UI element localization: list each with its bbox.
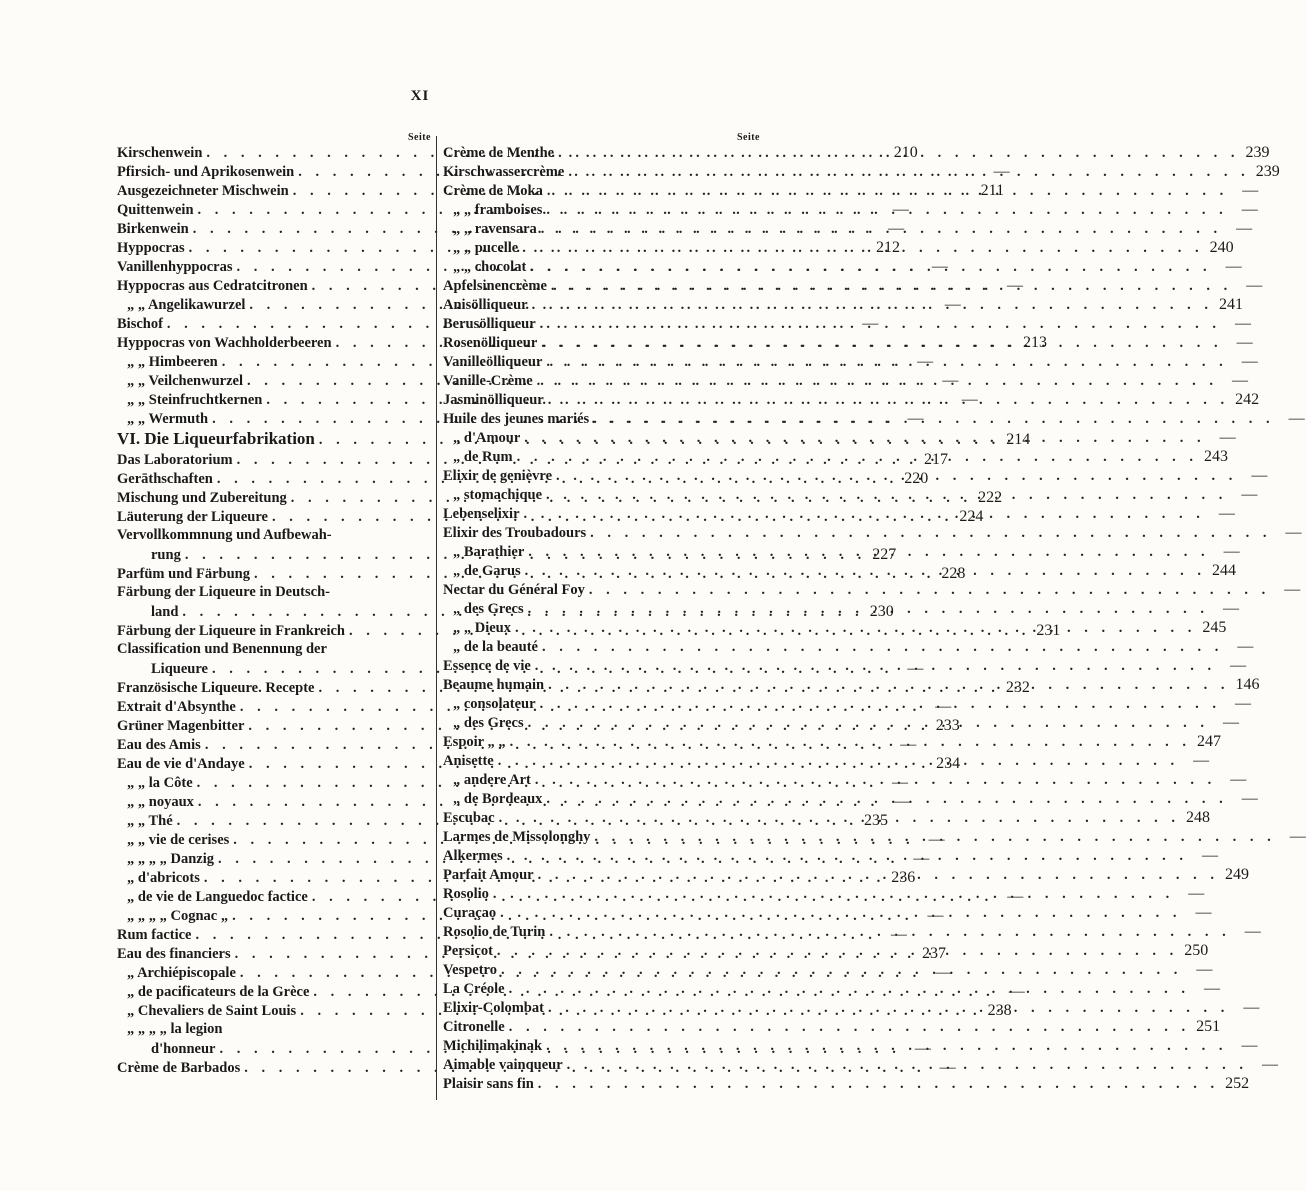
toc-entry [443, 922, 1261, 941]
entry-page: 245 [1202, 619, 1227, 636]
entry-page: — [1234, 695, 1251, 712]
entry-page: — [1219, 429, 1236, 446]
entry-title: Classification und Benennung der [117, 641, 327, 657]
entry-page: 211 [980, 182, 1005, 199]
entry-title: „ „ noyaux [127, 794, 194, 810]
dot-leader [586, 524, 1271, 543]
seite-label: Seite [736, 132, 760, 143]
entry-page: — [1241, 353, 1258, 370]
entry-page: — [1288, 410, 1305, 427]
toc-entry [443, 162, 1280, 181]
dot-leader [542, 201, 1227, 220]
entry-title: „ Chevaliers de Saint Louis [127, 1003, 297, 1019]
dot-leader [537, 220, 1222, 239]
entry-page: 213 [1022, 334, 1047, 351]
entry-page: — [942, 372, 959, 389]
entry-title: „ de vie de Languedoc factice [127, 889, 308, 905]
toc-entry [443, 276, 1263, 295]
entry-title: „ „ „ „ Danzig [127, 851, 214, 867]
toc-entry [443, 371, 1249, 390]
entry-page: — [907, 660, 924, 677]
entry-page: 239 [1255, 163, 1280, 180]
entry-page: — [1241, 1037, 1258, 1054]
dot-leader [534, 866, 1219, 885]
entry-page: — [1251, 467, 1268, 484]
entry-page: — [913, 850, 930, 867]
entry-title: Färbung der Liqueure in Frankreich [117, 623, 345, 639]
entry-page: 214 [1006, 431, 1031, 448]
entry-page: — [907, 410, 924, 427]
entry-title: Quittenwein [117, 202, 194, 218]
entry-page: 217 [923, 451, 948, 468]
entry-title: Eau des financiers [117, 946, 231, 962]
entry-title: Rum factice [117, 927, 192, 943]
toc-entry [443, 637, 1254, 656]
entry-page: — [1203, 980, 1220, 997]
dot-leader [536, 315, 1221, 334]
entry-title: „ andere Art [453, 772, 531, 788]
dot-leader [542, 790, 1227, 809]
entry-title: Espoir „ „ [443, 734, 506, 750]
entry-title: Grüner Magenbitter [117, 718, 245, 734]
dot-leader [543, 182, 1228, 201]
entry-title: Hyppocras aus Cedratcitronen [117, 278, 308, 294]
entry-title: Das Laboratorium [117, 452, 233, 468]
toc-entry [443, 694, 1251, 713]
entry-title: Rosenölliqueur [443, 335, 538, 351]
entry-title: „ „ Himbeeren [127, 354, 218, 370]
entry-title: „ „ Dieux [453, 620, 511, 636]
entry-title: Pfirsich- und Aprikosenwein [117, 164, 295, 180]
entry-page: — [1008, 983, 1025, 1000]
entry-title: Rosolio de Turin [443, 924, 546, 940]
dot-leader [506, 733, 1191, 752]
dot-leader [531, 657, 1216, 676]
entry-title: Curaçao [443, 905, 497, 921]
entry-title: „ de Bordeaux [453, 791, 543, 807]
entry-title: Alkermes [443, 848, 503, 864]
entry-page: — [1246, 277, 1263, 294]
entry-title: „ de pacificateurs de la Grèce [127, 984, 310, 1000]
entry-title: Extrait d'Absynthe [117, 699, 236, 715]
entry-title: d'honneur [151, 1041, 216, 1057]
toc-entry [443, 960, 1213, 979]
entry-title: „ stomachique [453, 487, 543, 503]
dot-leader [493, 942, 1178, 961]
toc-entry [443, 827, 1306, 846]
entry-title: Lebenselixir [443, 506, 520, 522]
entry-title: „ „ la Côte [127, 775, 193, 791]
entry-page: — [1244, 923, 1261, 940]
entry-title: „ de Rum [453, 449, 513, 465]
entry-page: — [1236, 334, 1253, 351]
entry-page: 242 [1235, 391, 1260, 408]
entry-title: Crème de Moka [443, 183, 543, 199]
entry-title: Anisette [443, 753, 494, 769]
entry-title: Vervollkommnung und Aufbewah- [117, 527, 332, 543]
toc-entry [443, 656, 1247, 675]
entry-title: rung [151, 547, 181, 563]
entry-page: — [1243, 999, 1260, 1016]
entry-title: „ „ pucelle [453, 240, 519, 256]
entry-page: — [928, 831, 945, 848]
dot-leader [497, 961, 1182, 980]
entry-title: Vanilleölliqueur [443, 354, 543, 370]
entry-title: Eau de vie d'Andaye [117, 756, 245, 772]
entry-page: — [1195, 904, 1212, 921]
entry-page: — [927, 907, 944, 924]
entry-title: VI. Die Liqueurfabrikation [117, 429, 315, 448]
entry-page: 244 [1212, 562, 1237, 579]
entry-title: Birkenwein [117, 221, 189, 237]
entry-title: Elixir de genièvre [443, 468, 553, 484]
entry-title: „ Archiépiscopale [127, 965, 236, 981]
entry-title: Vespetro [443, 962, 497, 978]
entry-page: 241 [1218, 296, 1243, 313]
dot-leader [524, 714, 1209, 733]
dot-leader [511, 619, 1196, 638]
toc-entry [443, 846, 1218, 865]
entry-page: — [862, 315, 879, 332]
dot-leader [564, 163, 1249, 182]
entry-page: 228 [941, 565, 966, 582]
entry-page: 146 [1235, 676, 1260, 693]
entry-title: Apfelsinencrème [443, 278, 547, 294]
entry-page: — [1223, 543, 1240, 560]
toc-entry [443, 257, 1242, 276]
entry-title: Plaisir sans fin [443, 1076, 534, 1092]
dot-leader [544, 391, 1229, 410]
toc-entry [443, 352, 1258, 371]
entry-page: — [1225, 258, 1242, 275]
entry-title: Larmes de Missolonghy [443, 829, 591, 845]
entry-page: — [1241, 486, 1258, 503]
entry-title: Gerāthschaften [117, 471, 213, 487]
toc-entry [443, 219, 1253, 238]
entry-page: 252 [1225, 1075, 1250, 1092]
entry-page: — [1230, 771, 1247, 788]
entry-page: — [893, 793, 910, 810]
dot-leader [505, 980, 1190, 999]
toc-entry [443, 732, 1221, 751]
dot-leader [534, 1075, 1219, 1094]
entry-page: — [1235, 315, 1252, 332]
entry-title: Beaume humain [443, 677, 545, 693]
entry-page: 231 [1036, 622, 1061, 639]
entry-page: — [1242, 182, 1259, 199]
entry-title: Citronelle [443, 1019, 505, 1035]
entry-page: — [917, 353, 934, 370]
entry-title: „ „ chocolat [453, 259, 527, 275]
entry-title: „ „ „ „ Cognac „ [127, 908, 229, 924]
toc-entry [443, 580, 1301, 599]
entry-title: Escubac [443, 810, 495, 826]
entry-page: — [1007, 277, 1024, 294]
dot-leader [538, 638, 1223, 657]
entry-title: Läuterung der Liqueure [117, 509, 268, 525]
entry-page: — [961, 391, 978, 408]
entry-page: 210 [893, 144, 918, 161]
entry-title: Anisölliqueur [443, 297, 528, 313]
entry-title: Aimable vainqueur [443, 1057, 563, 1073]
dot-leader [524, 543, 1209, 562]
dot-leader [547, 277, 1232, 296]
toc-entry [443, 770, 1247, 789]
entry-page: — [1284, 581, 1301, 598]
entry-title: Parfait Amour [443, 867, 534, 883]
entry-page: 250 [1184, 942, 1209, 959]
entry-title: Persicot [443, 943, 493, 959]
entry-page: — [1193, 752, 1210, 769]
toc-entry [443, 789, 1258, 808]
entry-page: 243 [1204, 448, 1228, 465]
entry-title: Hyppocras [117, 240, 185, 256]
entry-title: La Créole [443, 981, 505, 997]
entry-title: „ „ vie de cerises [127, 832, 230, 848]
entry-page: — [1201, 847, 1218, 864]
dot-leader [494, 752, 1179, 771]
entry-page: 239 [1245, 144, 1270, 161]
entry-title: „ „ „ „ la legion [127, 1021, 223, 1037]
dot-leader [542, 353, 1227, 372]
entry-page: — [939, 1059, 956, 1076]
dot-leader [503, 847, 1188, 866]
dot-leader [496, 904, 1181, 923]
dot-leader [520, 429, 1205, 448]
toc-entry [443, 1017, 1221, 1036]
toc-entry [443, 523, 1302, 542]
dot-leader [521, 562, 1206, 581]
entry-title: Eau des Amis [117, 737, 201, 753]
entry-page: — [1196, 961, 1213, 978]
entry-page: 238 [987, 1002, 1012, 1019]
entry-title: Vanillenhyppocras [117, 259, 233, 275]
toc-entry [443, 903, 1212, 922]
entry-title: Kirschwassercrème [443, 164, 565, 180]
entry-page: — [1007, 888, 1024, 905]
entry-title: „ „ Veilchenwurzel [127, 373, 243, 389]
entry-title: Parfüm und Färbung [117, 566, 250, 582]
entry-page: 232 [1005, 679, 1030, 696]
dot-leader [505, 1018, 1190, 1037]
page-number: XI [410, 88, 430, 104]
entry-title: „ „ Angelikawurzel [127, 297, 246, 313]
entry-page: 222 [978, 489, 1003, 506]
toc-entry [117, 640, 431, 659]
dot-leader [489, 885, 1174, 904]
entry-page: — [944, 296, 961, 313]
entry-title: Rosolio [443, 886, 489, 902]
entry-title: „ de Garus [453, 563, 521, 579]
dot-leader [520, 505, 1205, 524]
toc-entry [443, 295, 1243, 314]
entry-page: 220 [904, 470, 929, 487]
entry-title: Mischung und Zubereitung [117, 490, 287, 506]
toc-entry [443, 409, 1305, 428]
entry-title: „ „ framboises [453, 202, 543, 218]
seite-label: Seite [407, 132, 431, 143]
entry-title: Französische Liqueure. Recepte [117, 680, 315, 696]
entry-page: — [888, 220, 905, 237]
entry-page: 237 [921, 945, 946, 962]
entry-page: 224 [959, 508, 984, 525]
dot-leader [563, 1056, 1248, 1075]
dot-leader [544, 999, 1229, 1018]
toc-entry [117, 583, 431, 602]
entry-title: Jasminölliqueur [443, 392, 544, 408]
entry-title: Elixir des Troubadours [443, 525, 587, 541]
dot-leader [526, 258, 1211, 277]
dot-leader [589, 410, 1274, 429]
entry-title: Liqueure [151, 661, 208, 677]
entry-page: — [1223, 600, 1239, 617]
dot-leader [554, 144, 1239, 163]
toc-entry [443, 200, 1258, 219]
dot-leader [528, 296, 1213, 315]
entry-page: 248 [1185, 809, 1210, 826]
entry-page: 233 [935, 717, 960, 734]
entry-page: — [890, 926, 907, 943]
entry-page: 251 [1196, 1018, 1221, 1035]
toc-entry [443, 1036, 1258, 1055]
entry-title: „ „ ravensara [453, 221, 537, 237]
entry-page: 247 [1196, 733, 1221, 750]
entry-page: 212 [876, 239, 901, 256]
entry-page: — [1218, 505, 1235, 522]
dot-leader [513, 448, 1198, 467]
entry-title: „ „ Steinfruchtkernen [127, 392, 263, 408]
dot-leader [533, 372, 1218, 391]
entry-page: — [1188, 885, 1205, 902]
entry-page: — [914, 1040, 931, 1057]
entry-page: — [892, 201, 909, 218]
dot-leader [537, 334, 1222, 353]
entry-title: Crème de Barbados [117, 1060, 241, 1076]
toc-entry [117, 1020, 431, 1039]
entry-title: Ausgezeichneter Mischwein [117, 183, 289, 199]
dot-leader [590, 828, 1275, 847]
entry-page: — [935, 964, 952, 981]
entry-page: — [1236, 220, 1253, 237]
entry-page: — [1241, 790, 1258, 807]
entry-title: Essence de vie [443, 658, 531, 674]
toc-entry [117, 526, 431, 545]
entry-page: — [1262, 1056, 1279, 1073]
entry-title: Hyppocras von Wachholderbeeren [117, 335, 332, 351]
entry-page: 234 [936, 755, 961, 772]
dot-leader [585, 581, 1270, 600]
dot-leader [542, 486, 1227, 505]
entry-title: „ d'Amour [453, 430, 521, 446]
entry-title: Elixir-Colombat [443, 1000, 544, 1016]
entry-title: Michilimakinak [443, 1038, 543, 1054]
entry-page: 227 [872, 546, 897, 563]
dot-leader [536, 695, 1221, 714]
entry-title: land [151, 604, 179, 620]
dot-leader [544, 676, 1229, 695]
entry-title: „ „ Thé [127, 813, 173, 829]
entry-page: — [935, 698, 952, 715]
entry-page: — [993, 163, 1010, 180]
entry-title: Färbung der Liqueure in Deutsch- [117, 584, 330, 600]
toc-entry [443, 884, 1205, 903]
dot-leader [552, 467, 1237, 486]
entry-page: — [1223, 714, 1239, 731]
toc-entry [443, 314, 1252, 333]
entry-title: „ Barathier [453, 544, 525, 560]
entry-page: — [1232, 372, 1249, 389]
entry-title: Bischof [117, 316, 163, 332]
entry-title: Nectar du Général Foy [443, 582, 585, 598]
entry-page: — [1237, 638, 1254, 655]
entry-title: Kirschenwein [117, 145, 203, 161]
column-divider [436, 136, 437, 1100]
dot-leader [545, 923, 1230, 942]
entry-page: — [1285, 524, 1302, 541]
toc-entry [443, 979, 1220, 998]
entry-page: — [900, 736, 917, 753]
entry-title: Berusölliqueur [443, 316, 536, 332]
dot-leader [518, 239, 1203, 258]
entry-page: 236 [891, 869, 916, 886]
entry-page: 249 [1224, 866, 1249, 883]
toc-entry [443, 1055, 1279, 1074]
entry-title: „ d'abricots [127, 870, 200, 886]
dot-leader [495, 809, 1180, 828]
dot-leader [542, 1037, 1227, 1056]
entry-page: — [1241, 201, 1258, 218]
entry-page: 235 [864, 812, 889, 829]
entry-title: „ „ Wermuth [127, 411, 209, 427]
entry-page: — [892, 774, 909, 791]
entry-page: — [1289, 828, 1306, 845]
entry-page: — [1230, 657, 1247, 674]
entry-title: „ des Grecs [453, 601, 524, 617]
entry-title: Vanille-Crème [443, 373, 533, 389]
dot-leader [531, 771, 1216, 790]
entry-title: „ de la beauté [453, 639, 538, 655]
entry-title: Huile des jeunes mariés [443, 411, 590, 427]
entry-page: 240 [1209, 239, 1234, 256]
entry-page: 230 [869, 603, 894, 620]
entry-title: „ des Grecs [453, 715, 524, 731]
entry-page: — [931, 258, 948, 275]
toc-entry [443, 390, 1260, 409]
dot-leader [524, 600, 1209, 619]
entry-title: „ consolateur [453, 696, 536, 712]
entry-title: Crème de Menthe [443, 145, 555, 161]
toc-entry [443, 1074, 1250, 1093]
